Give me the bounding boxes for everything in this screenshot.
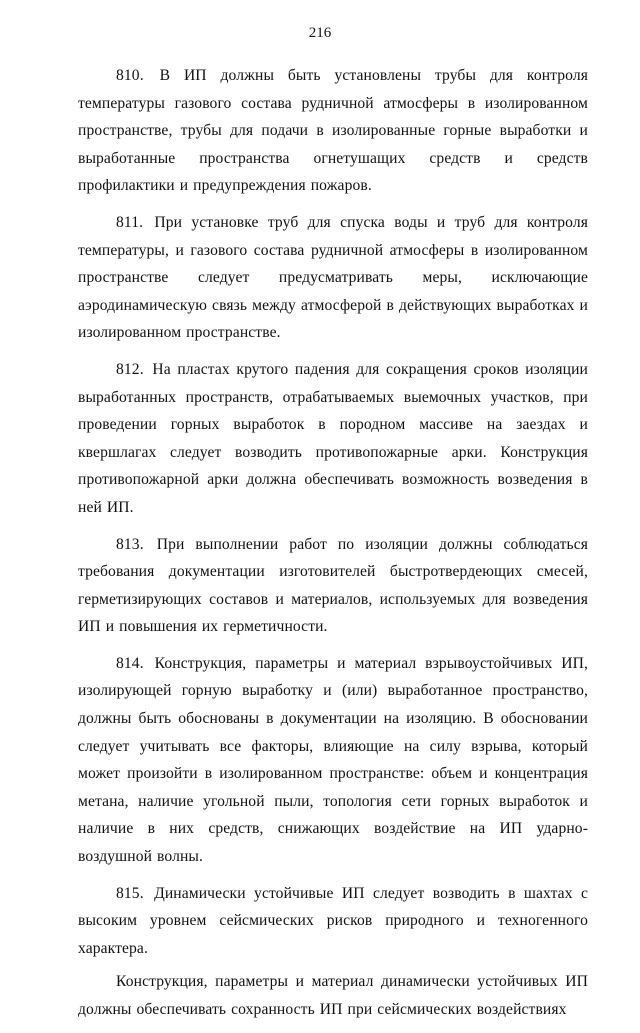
paragraph-number: 810. <box>116 67 144 84</box>
paragraph-text: В ИП должны быть установлены трубы для контроля температуры газового состава рудничной атмосферы в изолированном пространстве, трубы для подачи в изолированные горные выработки и выработанные пространства огнетушащих средств и средств профилактики и предупреждения пожаров. <box>78 67 589 195</box>
paragraph-815 <box>78 880 588 963</box>
page-number: 216 <box>308 25 332 41</box>
paragraph-813 <box>78 531 588 641</box>
paragraph-811 <box>78 209 588 347</box>
paragraph-number: 813. <box>116 535 144 553</box>
paragraph-number: 815. <box>116 884 144 902</box>
paragraph-text: Конструкция, параметры и материал взрывоустойчивых ИП, изолирующей горную выработку и (или) выработанное пространство, должны быть обоснованы в документации на изоляцию. В обосновании следует учитывать все факторы, влияющие на силу взрыва, который может произойти в изолированном пространстве: объем и концентрация метана, наличие угольной пыли, топология сети горных выработок и наличие в них средств, снижающих воздействие на ИП ударно-воздушной волны. <box>78 654 588 866</box>
paragraph-810 <box>78 62 588 200</box>
paragraph-number: 814. <box>116 654 144 672</box>
document-body <box>78 62 588 1033</box>
paragraph-text: При установке труб для спуска воды и труб для контроля температуры, и газового состава рудничной атмосферы в изолированном пространстве следует предусматривать меры, исключающие аэродинамическую связь между атмосферой в действующих выработках и изолированном пространстве. <box>78 213 588 342</box>
paragraph-text: Конструкция, параметры и материал динамически устойчивых ИП должны обеспечивать сохранность ИП при сейсмических воздействиях <box>78 973 588 1018</box>
paragraph-814 <box>78 650 588 871</box>
paragraph-text: При выполнении работ по изоляции должны соблюдаться требования документации изготовителей быстротвердеющих смесей, герметизирующих составов и материалов, используемых для возведения ИП и повышения их герметичности. <box>78 535 588 636</box>
paragraph-text: На пластах крутого падения для сокращения сроков изоляции выработанных пространств, отрабатываемых выемочных участков, при проведении горных выработок в породном массиве на заездах и квершлагах следует возводить противопожарные арки. Конструкция противопожарной арки должна обеспечивать возможность возведения в ней ИП. <box>78 360 588 516</box>
paragraph-number: 811. <box>116 213 144 231</box>
paragraph-815-continued <box>78 968 588 1023</box>
paragraph-text: Динамически устойчивые ИП следует возводить в шахтах с высоким уровнем сейсмических рисков природного и техногенного характера. <box>78 884 589 957</box>
paragraph-number: 812. <box>116 360 144 378</box>
paragraph-812 <box>78 356 588 522</box>
